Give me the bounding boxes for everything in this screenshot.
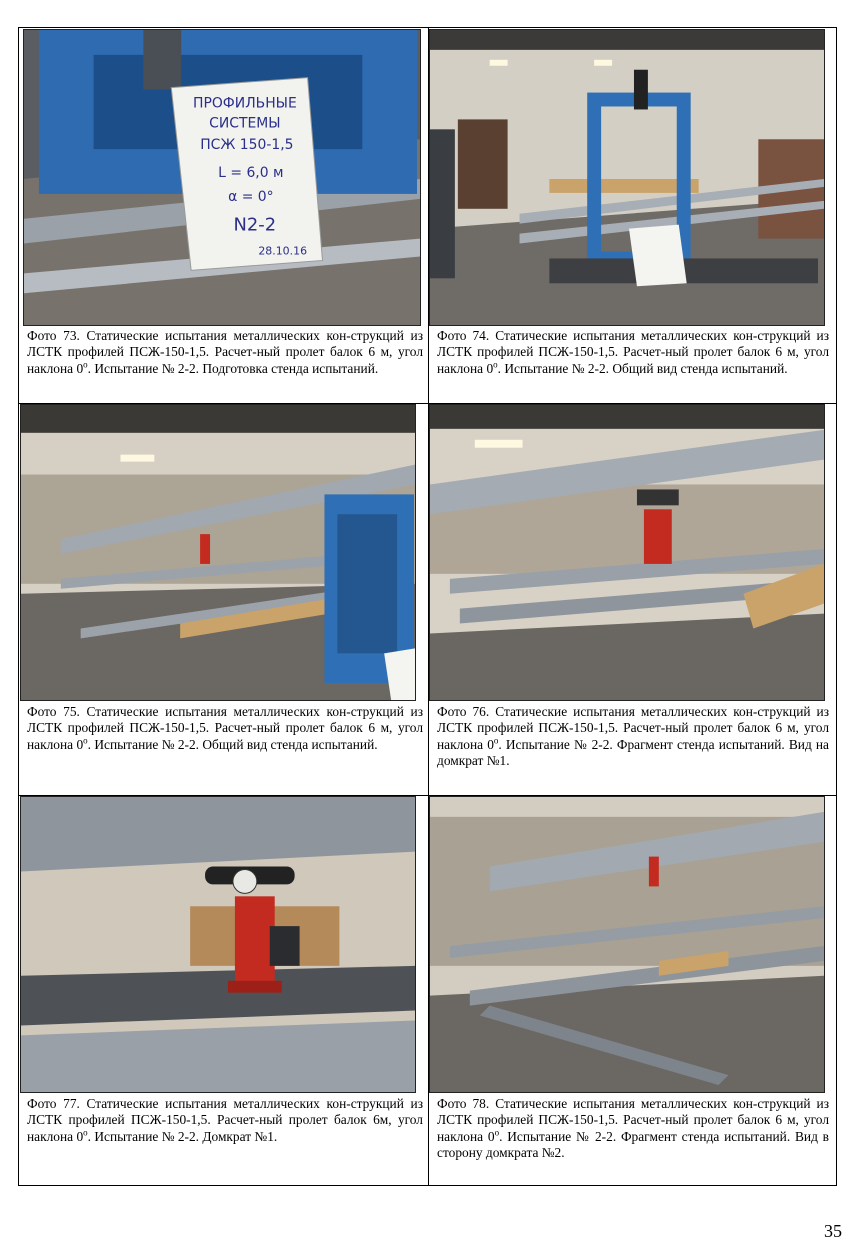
photo-table [18, 27, 837, 1186]
sign-line: N2-2 [233, 214, 277, 236]
photo-75 [20, 404, 416, 701]
page-number: 35 [824, 1221, 842, 1241]
photo-74 [429, 29, 825, 326]
photo-76 [429, 404, 825, 701]
sign-line: ПРОФИЛЬНЫЕ [192, 95, 297, 112]
photo-73 [23, 29, 421, 326]
caption-74: Фото 74. Статические испытания металлических кон-струкций из ЛСТК профилей ПСЖ-150-1,5. Расчет-ный пролет балок 6 м, угол наклона $0^о$. Испытание № 2-2. Общий вид стенда испытаний. [437, 328, 829, 376]
sign-line: L = 6,0 м [218, 165, 284, 181]
caption-78: Фото 78. Статические испытания металлических кон-струкций из ЛСТК профилей ПСЖ-150-1,5. Расчет-ный пролет балок 6 м, угол наклона $0^о$. Испытание № 2-2. Фрагмент стенда испытаний. Вид в сторону домкрата №2. [437, 1096, 829, 1160]
caption-73: Фото 73. Статические испытания металлических кон-струкций из ЛСТК профилей ПСЖ-150-1,5. Расчет-ный пролет балок 6 м, угол наклона $0^о$. Испытание № 2-2. Подготовка стенда испытаний. [27, 328, 423, 376]
caption-77: Фото 77. Статические испытания металлических кон-струкций из ЛСТК профилей ПСЖ-150-1,5. Расчет-ный пролет балок 6м, угол наклона $0^о$. Испытание № 2-2. Домкрат №1. [27, 1096, 423, 1144]
sign-line: ПСЖ 150-1,5 [200, 137, 294, 154]
sign-line: СИСТЕМЫ [209, 115, 281, 132]
sign-date: 28.10.16 [258, 244, 308, 258]
caption-75: Фото 75. Статические испытания металлических кон-струкций из ЛСТК профилей ПСЖ-150-1,5. Расчет-ный пролет балок 6 м, угол наклона $0^о$. Испытание № 2-2. Общий вид стенда испытаний. [27, 704, 423, 752]
caption-76: Фото 76. Статические испытания металлических кон-струкций из ЛСТК профилей ПСЖ-150-1,5. Расчет-ный пролет балок 6 м, угол наклона $0^о$. Испытание № 2-2. Фрагмент стенда испытаний. Вид на домкрат №1. [437, 704, 829, 768]
photo-78 [429, 796, 825, 1093]
photo-77 [20, 796, 416, 1093]
sign-line: α = 0° [228, 188, 274, 205]
